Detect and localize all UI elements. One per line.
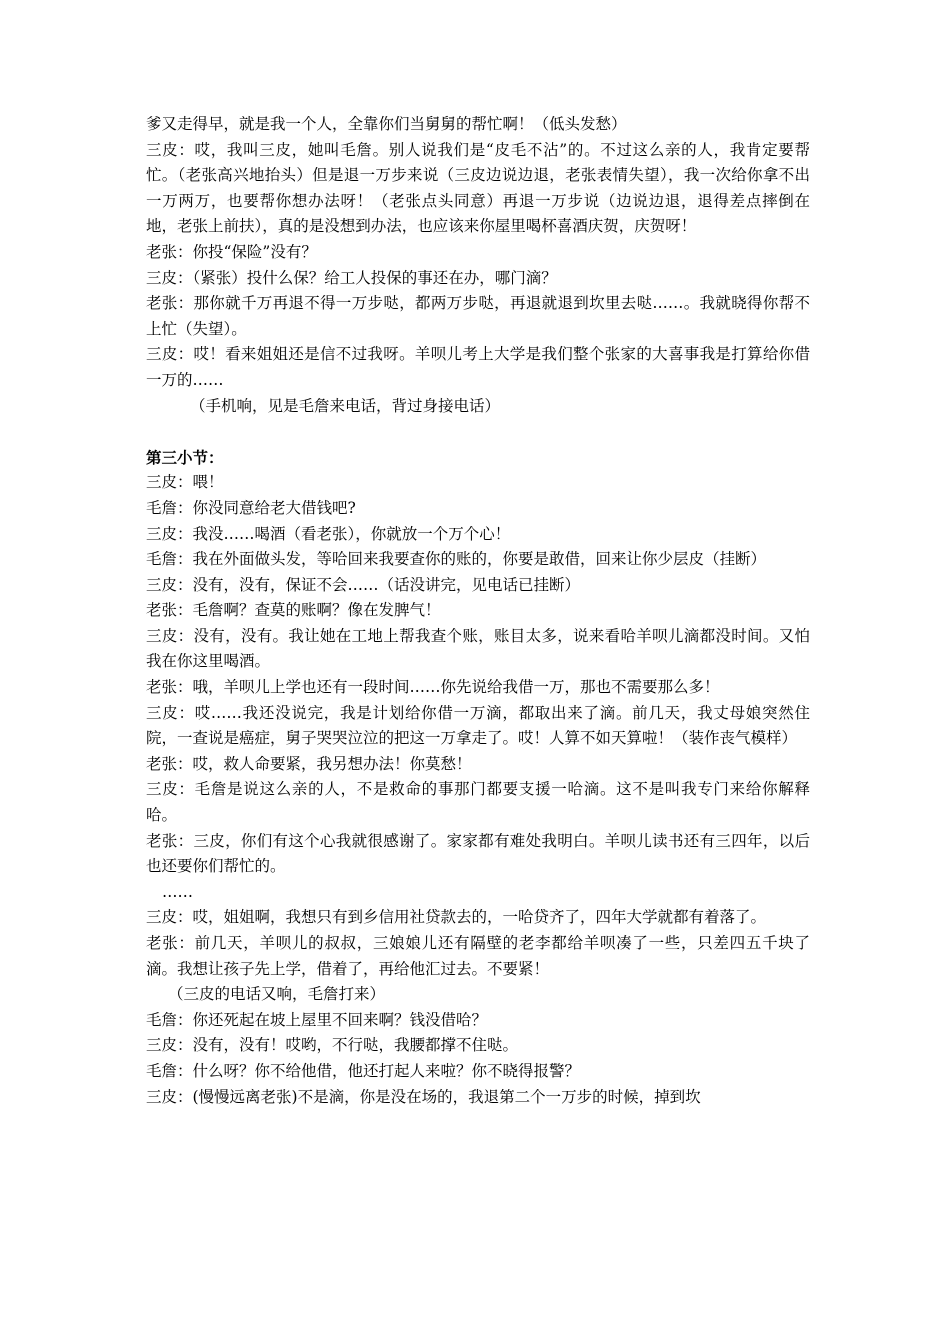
text-line: 老张：你投“保险”没有？: [146, 242, 317, 261]
text-line: 三皮：没有，没有。我让她在工地上帮我查个账，账目太多，说来看哈羊呗儿滴都没时间。又怕我在你这里喝酒。: [146, 626, 810, 671]
text-line: 老张：那你就千万再退不得一万步哒，都两万步哒，再退就退到坎里去哒……。我就晓得你帮不上忙（失望）。: [146, 294, 810, 338]
text-line: 三皮：哎……我还没说完，我是计划给你借一万滴，都取出来了滴。前几天，我丈母娘突然住院，一查说是癌症，舅子哭哭泣泣的把这一万拿走了。哎！人算不如天算啦！（装作丧气模样）: [146, 703, 810, 748]
text-line: 三皮：没有，没有！哎哟，不行哒，我腰都撑不住哒。: [146, 1036, 519, 1055]
text-line: 毛詹：你没同意给老大借钱吧?: [146, 498, 356, 517]
text-line: 三皮：我没……喝酒（看老张），你就放一个万个心！: [146, 524, 511, 543]
stage-direction: （手机响，见是毛詹来电话，背过身接电话）: [190, 396, 501, 415]
text-line: 三皮：喂！: [146, 473, 224, 492]
document-page: [146, 112, 810, 1110]
text-line: 老张：哦，羊呗儿上学也还有一段时间……你先说给我借一万，那也不需要那么多！: [146, 678, 720, 697]
text-line: 三皮：(慢慢远离老张)不是滴，你是没在场的，我退第二个一万步的时候，掉到坎: [146, 1087, 701, 1106]
blank-line: [146, 419, 810, 445]
stage-direction: （三皮的电话又响，毛詹打来）: [168, 985, 386, 1004]
text-line: 三皮：哎，我叫三皮，她叫毛詹。别人说我们是“皮毛不沾”的。不过这么亲的人，我肯定要帮忙。（老张高兴地抬头）但是退一万步来说（三皮边说边退，老张表情失望），我一次给你拿不出一万两万，也要帮你想办法呀！（老张点头同意）再退一万步说（边说边退，退得差点摔倒在地，老张上前扶），真的是没想到办法，也应该来你屋里喝杯喜酒庆贺，庆贺呀！: [146, 140, 810, 236]
text-line: 三皮：毛詹是说这么亲的人，不是救命的事那门都要支援一哈滴。这不是叫我专门来给你解释哈。: [146, 780, 810, 825]
text-line: 爹又走得早，就是我一个人，全靠你们当舅舅的帮忙啊！（低头发愁）: [146, 115, 627, 133]
text-line: 三皮：（紧张）投什么保？给工人投保的事还在办，哪门滴？: [146, 268, 557, 287]
section-heading: 第三小节：: [146, 447, 224, 467]
ellipsis-line: ……: [162, 882, 193, 901]
text-line: 三皮：哎！看来姐姐还是信不过我呀。羊呗儿考上大学是我们整个张家的大喜事我是打算给你借一万的……: [146, 345, 810, 389]
text-line: 老张：哎，救人命要紧，我另想办法！你莫愁！: [146, 754, 472, 773]
text-line: 三皮：没有，没有，保证不会……（话没讲完，见电话已挂断）: [146, 575, 581, 594]
text-line: 老张：前几天，羊呗儿的叔叔，三娘娘儿还有隔壁的老李都给羊呗凑了一些，只差四五千块了滴。我想让孩子先上学，借着了，再给他汇过去。不要紧！: [146, 934, 810, 978]
text-line: 三皮：哎，姐姐啊，我想只有到乡信用社贷款去的，一哈贷齐了，四年大学就都有着落了。: [146, 908, 767, 927]
text-line: 毛詹：你还死起在坡上屋里不回来啊？钱没借哈？: [146, 1010, 488, 1029]
text-line: 老张：毛詹啊？查莫的账啊？像在发脾气！: [146, 601, 441, 620]
text-line: 毛詹：我在外面做头发，等哈回来我要查你的账的，你要是敢借，回来让你少层皮（挂断）: [146, 550, 767, 569]
text-line: 老张：三皮，你们有这个心我就很感谢了。家家都有难处我明白。羊呗儿读书还有三四年，以后也还要你们帮忙的。: [146, 831, 810, 876]
text-line: 毛詹：什么呀？你不给他借，他还打起人来啦？你不晓得报警？: [146, 1061, 581, 1080]
